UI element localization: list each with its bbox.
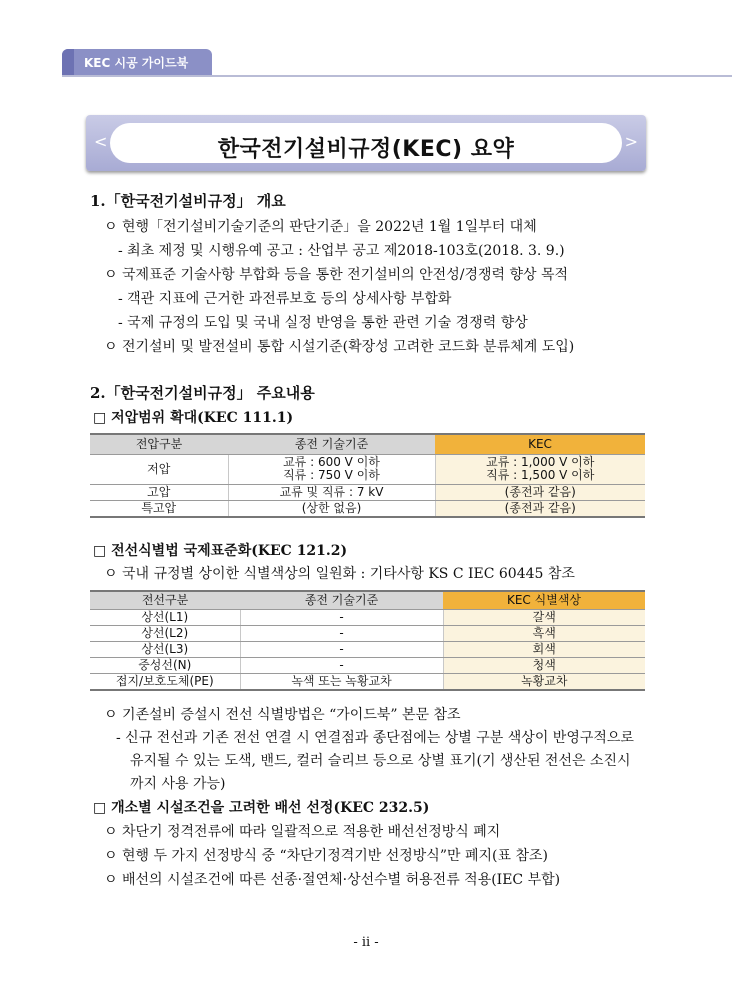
table-row [90,657,645,673]
table-row [90,484,645,500]
table-cell: 상선(L2) [90,625,240,641]
wire-color-table [90,590,645,691]
header-tab [62,49,212,75]
section1-line: ㅇ 현행「전기설비기술기준의 판단기준」을 2022년 1월 1일부터 대체 [104,219,537,235]
table-row [90,609,645,625]
table-cell: 상선(L1) [90,609,240,625]
table-cell: 회색 [443,641,645,657]
table-cell: 녹색 또는 녹황교차 [240,673,443,690]
table-row [90,500,645,517]
table-cell: - [240,641,443,657]
left-arrow-icon: < [94,132,108,151]
table-row [90,625,645,641]
section1-line: ㅇ 국제표준 기술사항 부합화 등을 통한 전기설비의 안전성/경쟁력 향상 목적 [104,267,569,283]
subsection-heading-wire-color: □ 전선식별법 국제표준화(KEC 121.2) [93,543,348,559]
wiring-line: ㅇ 차단기 정격전류에 따라 일괄적으로 적용한 배선선정방식 폐지 [104,824,501,840]
table-cell: - [240,625,443,641]
header-tab-accent [62,49,74,75]
wiring-line: ㅇ 배선의 시설조건에 따른 선종·절연체·상선수별 허용전류 적용(IEC 부합) [104,872,561,888]
wire-color-note: ㅇ 기존설비 증설시 전선 식별방법은 “가이드북” 본문 참조 [104,707,461,723]
table-row [90,641,645,657]
header-tab-label: KEC 시공 가이드북 [84,56,189,70]
table-cell-line: 교류 : 1,000 V 이하 [486,455,595,469]
page-number: - ii - [353,935,379,950]
right-arrow-icon: > [624,132,638,151]
table-cell: 중성선(N) [90,657,240,673]
table-cell-line: 직류 : 750 V 이하 [283,468,380,482]
table-cell: - [240,609,443,625]
section1-heading: 1.「한국전기설비규정」 개요 [90,192,286,210]
section1-line: - 최초 제정 및 시행유예 공고 : 산업부 공고 제2018-103호(2018. 3. 9.) [118,243,565,259]
title-pill [110,123,622,163]
table-cell: - [240,657,443,673]
section1-line: - 객관 지표에 근거한 과전류보호 등의 상세사항 부합화 [118,291,452,307]
table-cell [435,454,645,484]
wire-color-line: ㅇ 국내 규정별 상이한 식별색상의 일원화 : 기타사항 KS C IEC 60445 참조 [104,566,575,582]
table-cell: 접지/보호도체(PE) [90,673,240,690]
page-title: 한국전기설비규정(KEC) 요약 [217,137,515,162]
section1-line: - 국제 규정의 도입 및 국내 실정 반영을 통한 관련 기술 경쟁력 향상 [118,315,528,331]
table-cell: 갈색 [443,609,645,625]
table-cell-line: 교류 : 600 V 이하 [283,455,380,469]
table-header: 전압구분 [90,434,228,454]
wiring-line: ㅇ 현행 두 가지 선정방식 중 “차단기정격기반 선정방식”만 폐지(표 참조) [104,848,548,864]
table-cell-line: 직류 : 1,500 V 이하 [486,468,595,482]
section1-line: ㅇ 전기설비 및 발전설비 통합 시설기준(확장성 고려한 코드화 분류체계 도입) [104,339,575,355]
header-rule [62,75,732,77]
table-cell: (종전과 같음) [435,484,645,500]
wire-color-note: 유지될 수 있는 도색, 밴드, 컬러 슬리브 등으로 상별 표기(기 생산된 전선은 소진시 [130,753,631,769]
table-header: 종전 기술기준 [228,434,435,454]
table-header: 전선구분 [90,591,240,609]
table-row [90,454,645,484]
table-cell: (종전과 같음) [435,500,645,517]
subsection-heading-low-voltage: □ 저압범위 확대(KEC 111.1) [93,410,294,426]
table-header: 종전 기술기준 [240,591,443,609]
table-cell: 흑색 [443,625,645,641]
table-header: KEC [435,434,645,454]
table-header: KEC 식별색상 [443,591,645,609]
table-cell: 상선(L3) [90,641,240,657]
table-cell: 고압 [90,484,228,500]
section2-heading: 2.「한국전기설비규정」 주요내용 [90,384,315,402]
wire-color-note: - 신규 전선과 기존 전선 연결 시 연결점과 종단점에는 상별 구분 색상이 반영구적으로 [116,730,634,746]
title-banner [86,115,646,171]
subsection-heading-wiring: □ 개소별 시설조건을 고려한 배선 선정(KEC 232.5) [93,800,430,816]
voltage-table [90,433,645,518]
table-cell: 녹황교차 [443,673,645,690]
table-cell: 저압 [90,454,228,484]
table-cell: 특고압 [90,500,228,517]
table-cell: 교류 및 직류 : 7 kV [228,484,435,500]
wire-color-note: 까지 사용 가능) [130,776,226,792]
table-cell: 청색 [443,657,645,673]
table-cell [228,454,435,484]
table-row [90,673,645,690]
table-cell: (상한 없음) [228,500,435,517]
